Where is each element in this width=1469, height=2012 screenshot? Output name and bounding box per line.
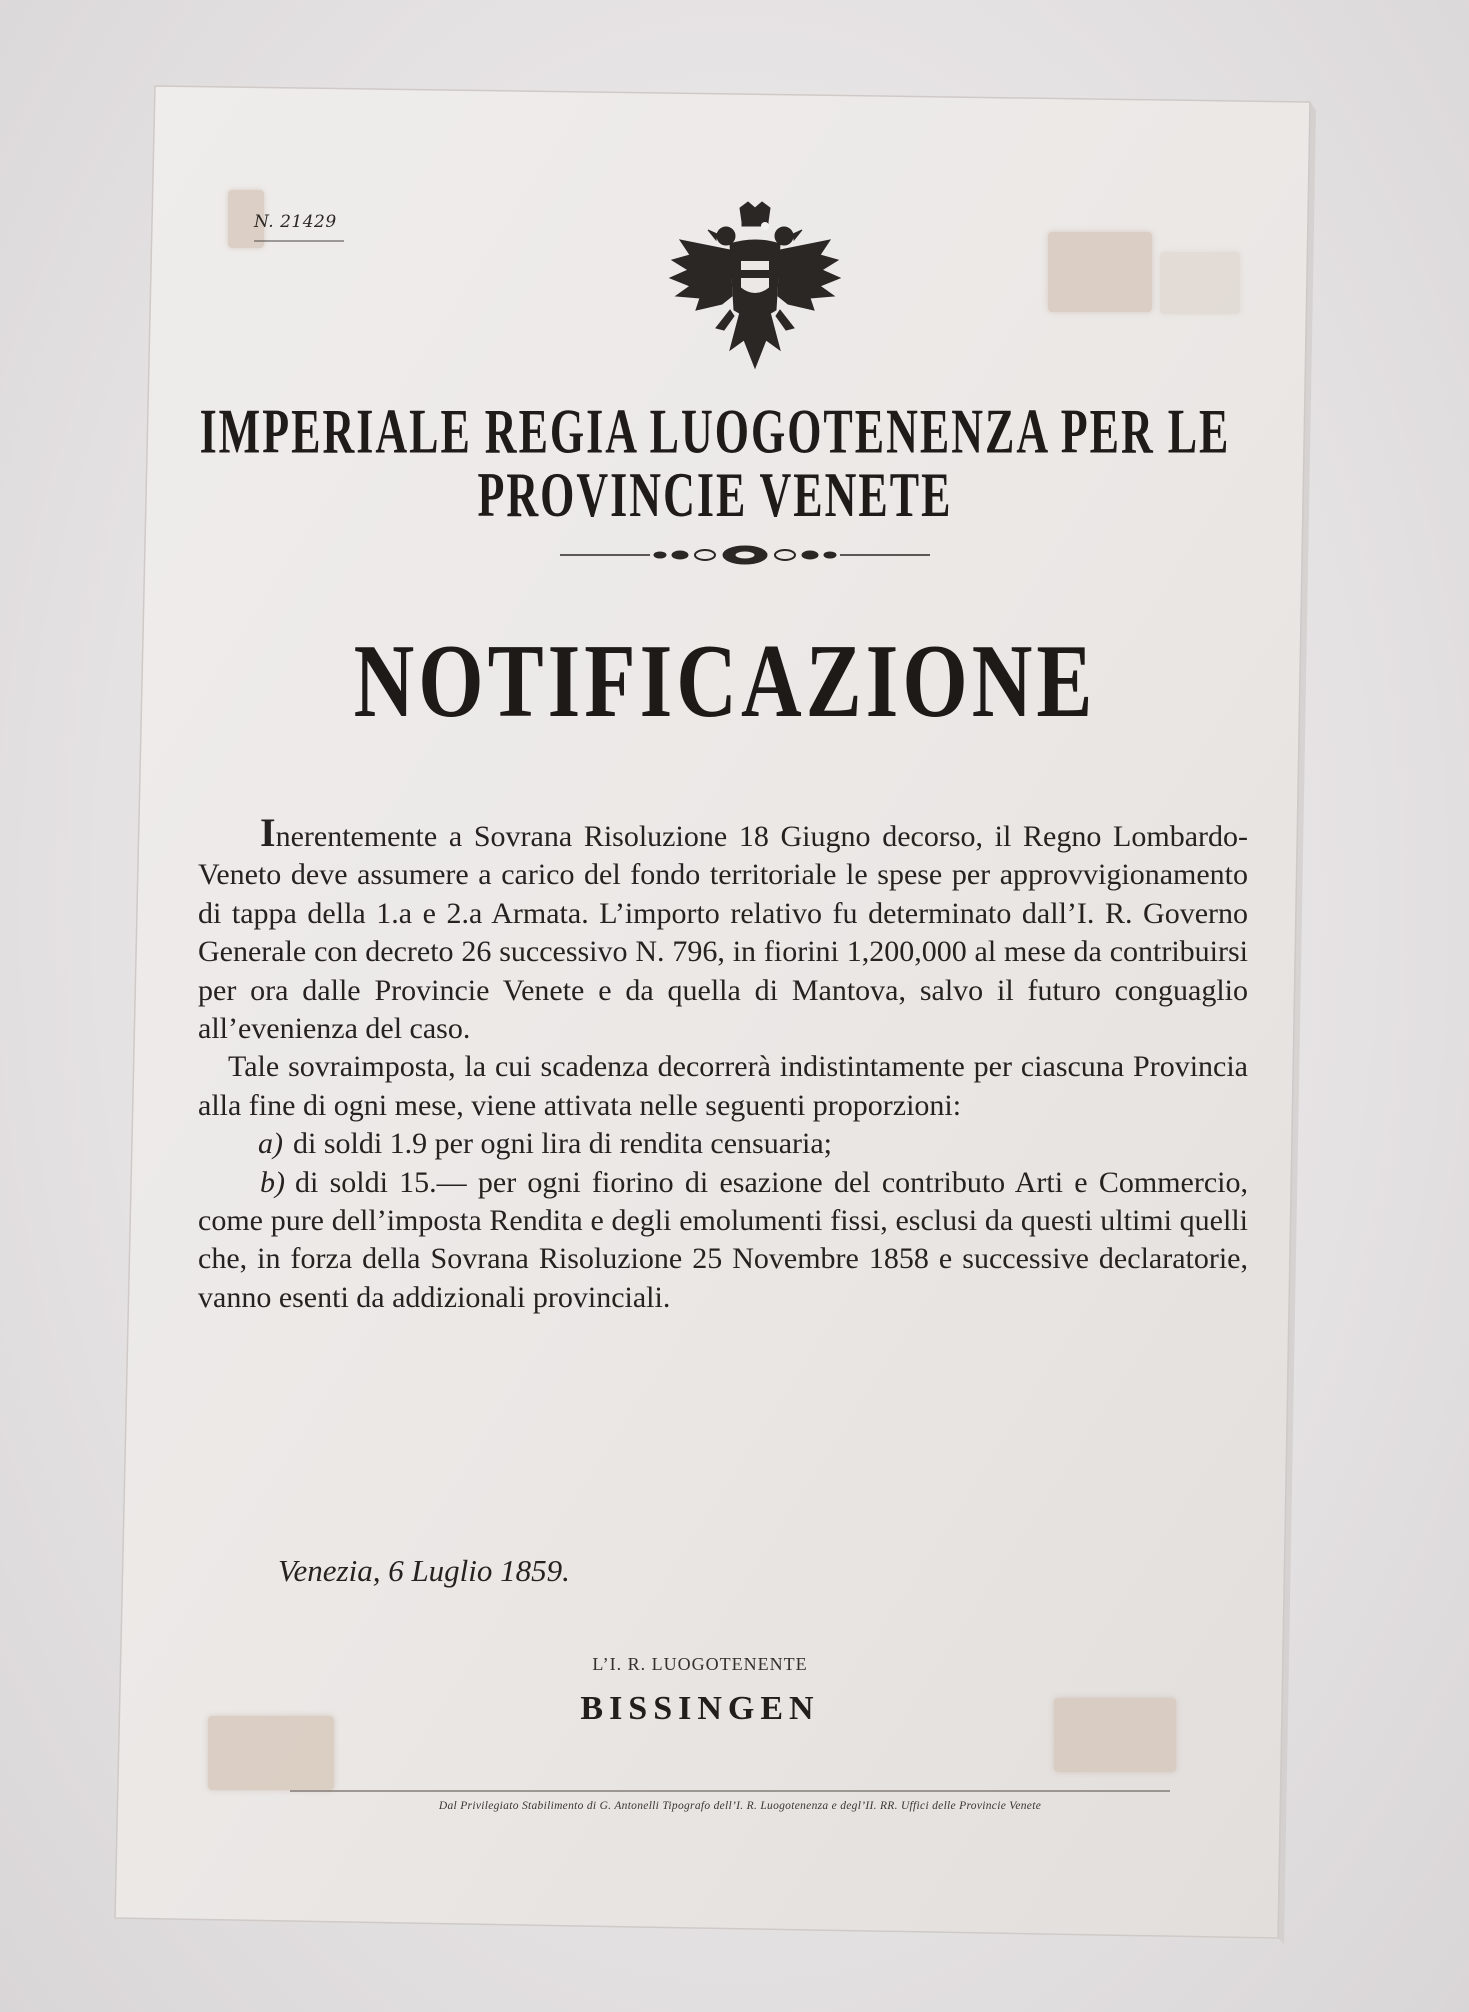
document-number: N. 21429	[254, 212, 337, 232]
office-title: L’I. R. LUOGOTENENTE	[592, 1654, 808, 1674]
double-headed-eagle-icon	[660, 200, 850, 380]
paragraph-1	[198, 810, 1248, 1048]
list-item-a	[198, 1125, 1248, 1163]
list-item-b	[198, 1164, 1248, 1318]
list-item-b-text: di soldi 15.— per ogni fiorino di esazione del contributo Arti e Commercio, come pure dell’imposta Rendita e degli emolumenti fissi, esclusi da questi ultimi quelli che, in forza della Sovrana Risoluzione 25 Novembre 1858 e successive declaratorie, vanno esenti da addizionali provinciali.	[198, 1165, 1248, 1314]
document-number-underline	[254, 240, 344, 242]
authority-heading: IMPERIALE REGIA LUOGOTENENZA PER LE PROVINCIE VENETE	[199, 395, 1231, 531]
stain-top-right	[1048, 232, 1152, 312]
notice-title: NOTIFICAZIONE	[353, 623, 1097, 740]
stain-top-right-2	[1160, 252, 1240, 314]
list-item-a-text: di soldi 1.9 per ogni lira di rendita censuaria;	[293, 1127, 833, 1161]
stain-bottom-left	[208, 1716, 334, 1790]
paragraph-2: Tale sovraimposta, la cui scadenza decorrerà indistintamente per ciascuna Provincia alla fine di ogni mese, viene attivata nelle seguenti proporzioni:	[198, 1050, 1248, 1122]
footer-rule	[290, 1790, 1170, 1792]
signatory-name: BISSINGEN	[580, 1690, 820, 1727]
notice-body	[198, 810, 1248, 1317]
list-item-b-label: b)	[260, 1165, 285, 1199]
paragraph-1-text: nerentemente a Sovrana Risoluzione 18 Giugno decorso, il Regno Lombardo-Veneto deve assumere a carico del fondo territoriale le spese per approvvigionamento di tappa della 1.a e 2.a Armata. L’importo relativo fu determinato dall’I. R. Governo Generale con decreto 26 successivo N. 796, in fiorini 1,200,000 al mese da contribuirsi per ora dalle Provincie Venete e da quella di Mantova, salvo il futuro conguaglio all’evenienza del caso.	[198, 820, 1248, 1046]
stain-bottom-right	[1054, 1698, 1176, 1772]
date-line: Venezia, 6 Luglio 1859.	[278, 1553, 570, 1588]
drop-initial: I	[260, 810, 276, 855]
printer-imprint: Dal Privilegiato Stabilimento di G. Antonelli Tipografo dell’I. R. Luogotenenza e degl’II. RR. Uffici delle Provincie Venete	[438, 1800, 1042, 1812]
list-item-a-label: a)	[258, 1127, 283, 1161]
ornamental-divider-icon	[560, 538, 930, 572]
